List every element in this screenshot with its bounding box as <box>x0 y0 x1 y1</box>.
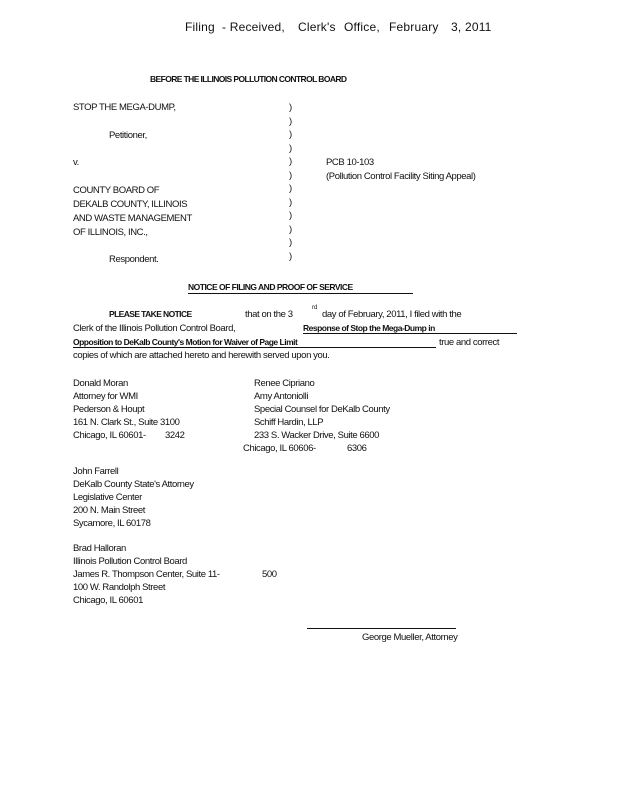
please-take-notice: PLEASE TAKE NOTICE <box>109 309 192 319</box>
caption-paren: ) <box>289 196 293 208</box>
header-day: 3, 2011 <box>451 20 492 34</box>
petitioner-name: STOP THE MEGA-DUMP, <box>73 102 176 113</box>
antoniolli-name: Amy Antoniolli <box>254 391 309 402</box>
moran-zip: 3242 <box>165 430 185 441</box>
response-title: Response of Stop the Mega-Dump in <box>303 323 435 333</box>
response-underline <box>303 333 517 334</box>
notice-title-underline <box>188 293 413 294</box>
cipriano-firm: Schiff Hardin, LLP <box>254 417 324 428</box>
ordinal-suffix: rd <box>312 305 318 311</box>
caption-paren: ) <box>289 169 293 181</box>
moran-city: Chicago, IL 60601- <box>73 430 146 441</box>
copies-line: copies of which are attached hereto and herewith served upon you. <box>73 350 330 361</box>
moran-firm: Pederson & Houpt <box>73 404 145 415</box>
cipriano-name: Renee Cipriano <box>254 378 315 389</box>
halloran-city: Chicago, IL 60601 <box>73 595 143 606</box>
respondent-line-4: OF ILLINOIS, INC., <box>73 227 148 238</box>
moran-name: Donald Moran <box>73 378 128 389</box>
caption-paren: ) <box>289 183 293 194</box>
true-and-correct: true and correct <box>439 337 500 348</box>
header-office: Office, <box>344 20 380 34</box>
day-of-february: day of February, 2011, I filed with the <box>322 309 462 320</box>
opposition-title: Opposition to DeKalb County's Motion for Waiver of Page Limit <box>73 337 298 347</box>
caption-paren: ) <box>289 156 293 167</box>
that-on-the: that on the 3 <box>245 309 293 320</box>
halloran-title: Illinois Pollution Control Board <box>73 556 187 567</box>
petitioner-label: Petitioner, <box>109 130 147 141</box>
header-received: - Received, <box>222 20 285 34</box>
farrell-city: Sycamore, IL 60178 <box>73 518 151 529</box>
halloran-suite: James R. Thompson Center, Suite 11- <box>73 569 220 580</box>
header-month: February <box>389 20 439 34</box>
cipriano-title: Special Counsel for DeKalb County <box>254 404 390 415</box>
signature-name: George Mueller, Attorney <box>362 632 458 643</box>
caption-paren: ) <box>289 102 293 113</box>
opposition-underline <box>73 347 436 348</box>
caption-paren: ) <box>289 142 293 154</box>
moran-title: Attorney for WMI <box>73 391 138 402</box>
case-type: (Pollution Control Facility Siting Appeal) <box>326 171 476 182</box>
caption-paren: ) <box>289 223 293 235</box>
board-title: BEFORE THE ILLINOIS POLLUTION CONTROL BOARD <box>150 74 347 84</box>
caption-paren: ) <box>289 210 293 221</box>
halloran-name: Brad Halloran <box>73 543 126 554</box>
halloran-suite-number: 500 <box>262 569 277 580</box>
cipriano-street: 233 S. Wacker Drive, Suite 6600 <box>254 430 380 441</box>
signature-line <box>307 628 456 629</box>
notice-title: NOTICE OF FILING AND PROOF OF SERVICE <box>188 282 353 292</box>
caption-paren: ) <box>289 250 293 262</box>
farrell-name: John Farrell <box>73 466 119 477</box>
cipriano-zip: 6306 <box>347 443 367 454</box>
respondent-label: Respondent. <box>109 254 159 265</box>
clerk-line: Clerk of the Illinois Pollution Control Board, <box>73 323 236 334</box>
caption-paren: ) <box>289 129 293 140</box>
caption-paren: ) <box>289 115 293 127</box>
halloran-street: 100 W. Randolph Street <box>73 582 166 593</box>
respondent-line-2: DEKALB COUNTY, ILLINOIS <box>73 199 188 210</box>
respondent-line-3: AND WASTE MANAGEMENT <box>73 213 192 224</box>
respondent-line-1: COUNTY BOARD OF <box>73 185 160 196</box>
farrell-title: DeKalb County State's Attorney <box>73 479 194 490</box>
caption-paren: ) <box>289 237 293 248</box>
case-number: PCB 10-103 <box>326 157 374 168</box>
header-clerks: Clerk's <box>298 20 336 34</box>
farrell-street: 200 N. Main Street <box>73 505 146 516</box>
cipriano-city: Chicago, IL 60606- <box>243 443 316 454</box>
moran-street: 161 N. Clark St., Suite 3100 <box>73 417 180 428</box>
header-filing: Filing <box>185 20 215 34</box>
versus: v. <box>73 157 79 168</box>
farrell-office: Legislative Center <box>73 492 142 503</box>
